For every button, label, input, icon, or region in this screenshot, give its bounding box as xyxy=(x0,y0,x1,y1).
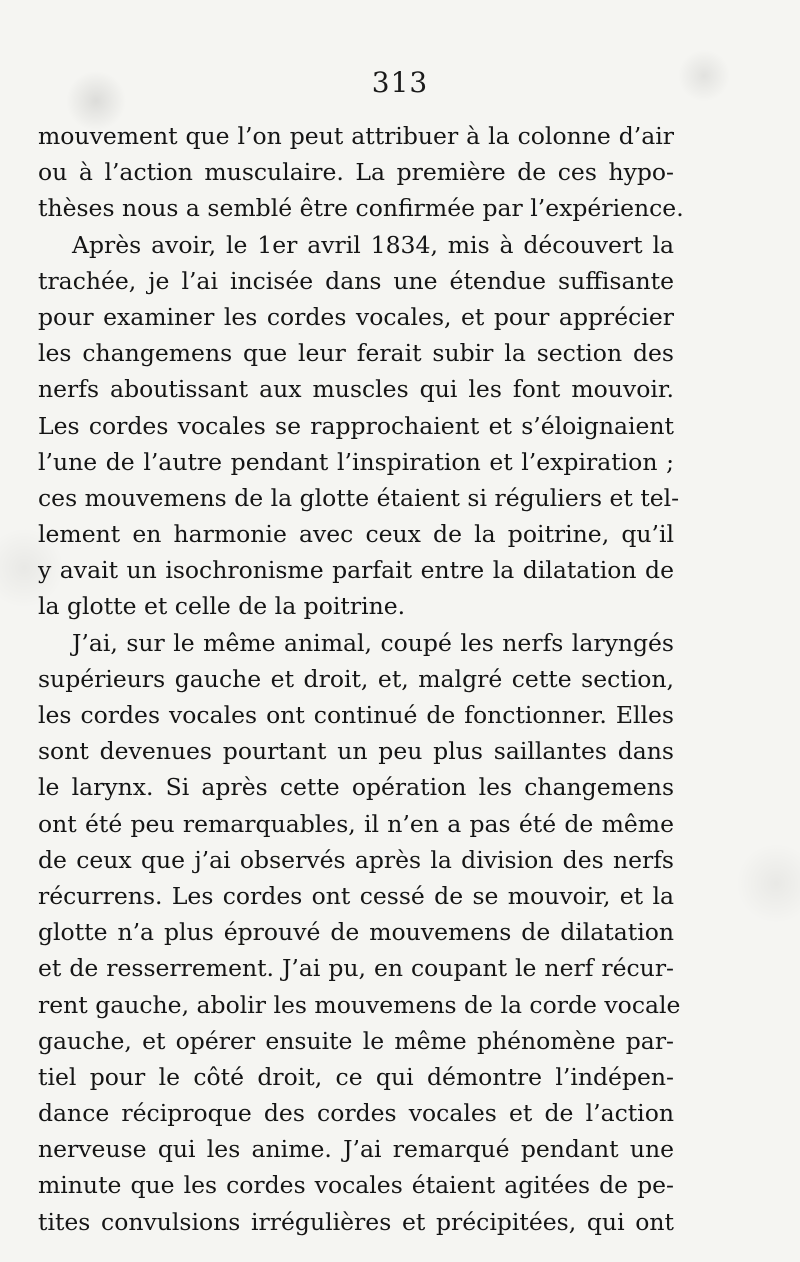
text-line: pour examiner les cordes vocales, et pour apprécier xyxy=(38,302,674,331)
text-line: y avait un isochronisme parfait entre la dilatation de xyxy=(38,556,674,585)
text-line: minute que les cordes vocales étaient agitées de pe- xyxy=(38,1171,674,1200)
text-line: tites convulsions irrégulières et précipitées, qui ont xyxy=(38,1207,674,1236)
text-line: gauche, et opérer ensuite le même phénomène par- xyxy=(38,1026,674,1055)
text-line: nerfs aboutissant aux muscles qui les font mouvoir. xyxy=(38,375,674,404)
text-line: le larynx. Si après cette opération les changemens xyxy=(38,773,674,802)
text-line: Les cordes vocales se rapprochaient et s’éloignaient xyxy=(38,411,674,440)
text-line: mouvement que l’on peut attribuer à la colonne d’air xyxy=(38,122,674,150)
text-line: ont été peu remarquables, il n’en a pas été de même xyxy=(38,809,674,838)
text-line: les changemens que leur ferait subir la section des xyxy=(38,339,674,368)
body-text xyxy=(38,118,684,1240)
text-line: lement en harmonie avec ceux de la poitrine, qu’il xyxy=(38,520,674,549)
text-line: ces mouvemens de la glotte étaient si réguliers et tel- xyxy=(38,483,680,512)
text-line: et de resserrement. J’ai pu, en coupant le nerf récur- xyxy=(38,954,674,983)
text-line: l’une de l’autre pendant l’inspiration et l’expiration ; xyxy=(38,447,674,476)
text-line: de ceux que j’ai observés après la division des nerfs xyxy=(38,845,674,874)
text-line: la glotte et celle de la poitrine. xyxy=(38,592,406,621)
text-line: supérieurs gauche et droit, et, malgré cette section, xyxy=(38,664,674,693)
page-number: 313 xyxy=(371,66,429,99)
text-line: tiel pour le côté droit, ce qui démontre l’indépen- xyxy=(38,1062,674,1091)
text-line: récurrens. Les cordes ont cessé de se mouvoir, et la xyxy=(38,881,674,910)
text-line: nerveuse qui les anime. J’ai remarqué pendant une xyxy=(38,1135,674,1164)
text-line: sont devenues pourtant un peu plus saillantes dans xyxy=(38,737,674,766)
text-line: rent gauche, abolir les mouvemens de la corde vocale xyxy=(38,990,681,1019)
text-line: Après avoir, le 1er avril 1834, mis à découvert la xyxy=(72,230,674,259)
text-line: les cordes vocales ont continué de fonctionner. Elles xyxy=(38,701,674,729)
text-line: thèses nous a semblé être confirmée par l’expérience. xyxy=(38,194,684,223)
text-line: ou à l’action musculaire. La première de ces hypo- xyxy=(38,158,674,187)
text-line: trachée, je l’ai incisée dans une étendue suffisante xyxy=(38,266,674,295)
text-line: dance réciproque des cordes vocales et de l’action xyxy=(38,1099,674,1128)
text-line: J’ai, sur le même animal, coupé les nerfs laryngés xyxy=(72,628,674,657)
text-line: glotte n’a plus éprouvé de mouvemens de dilatation xyxy=(38,918,674,947)
